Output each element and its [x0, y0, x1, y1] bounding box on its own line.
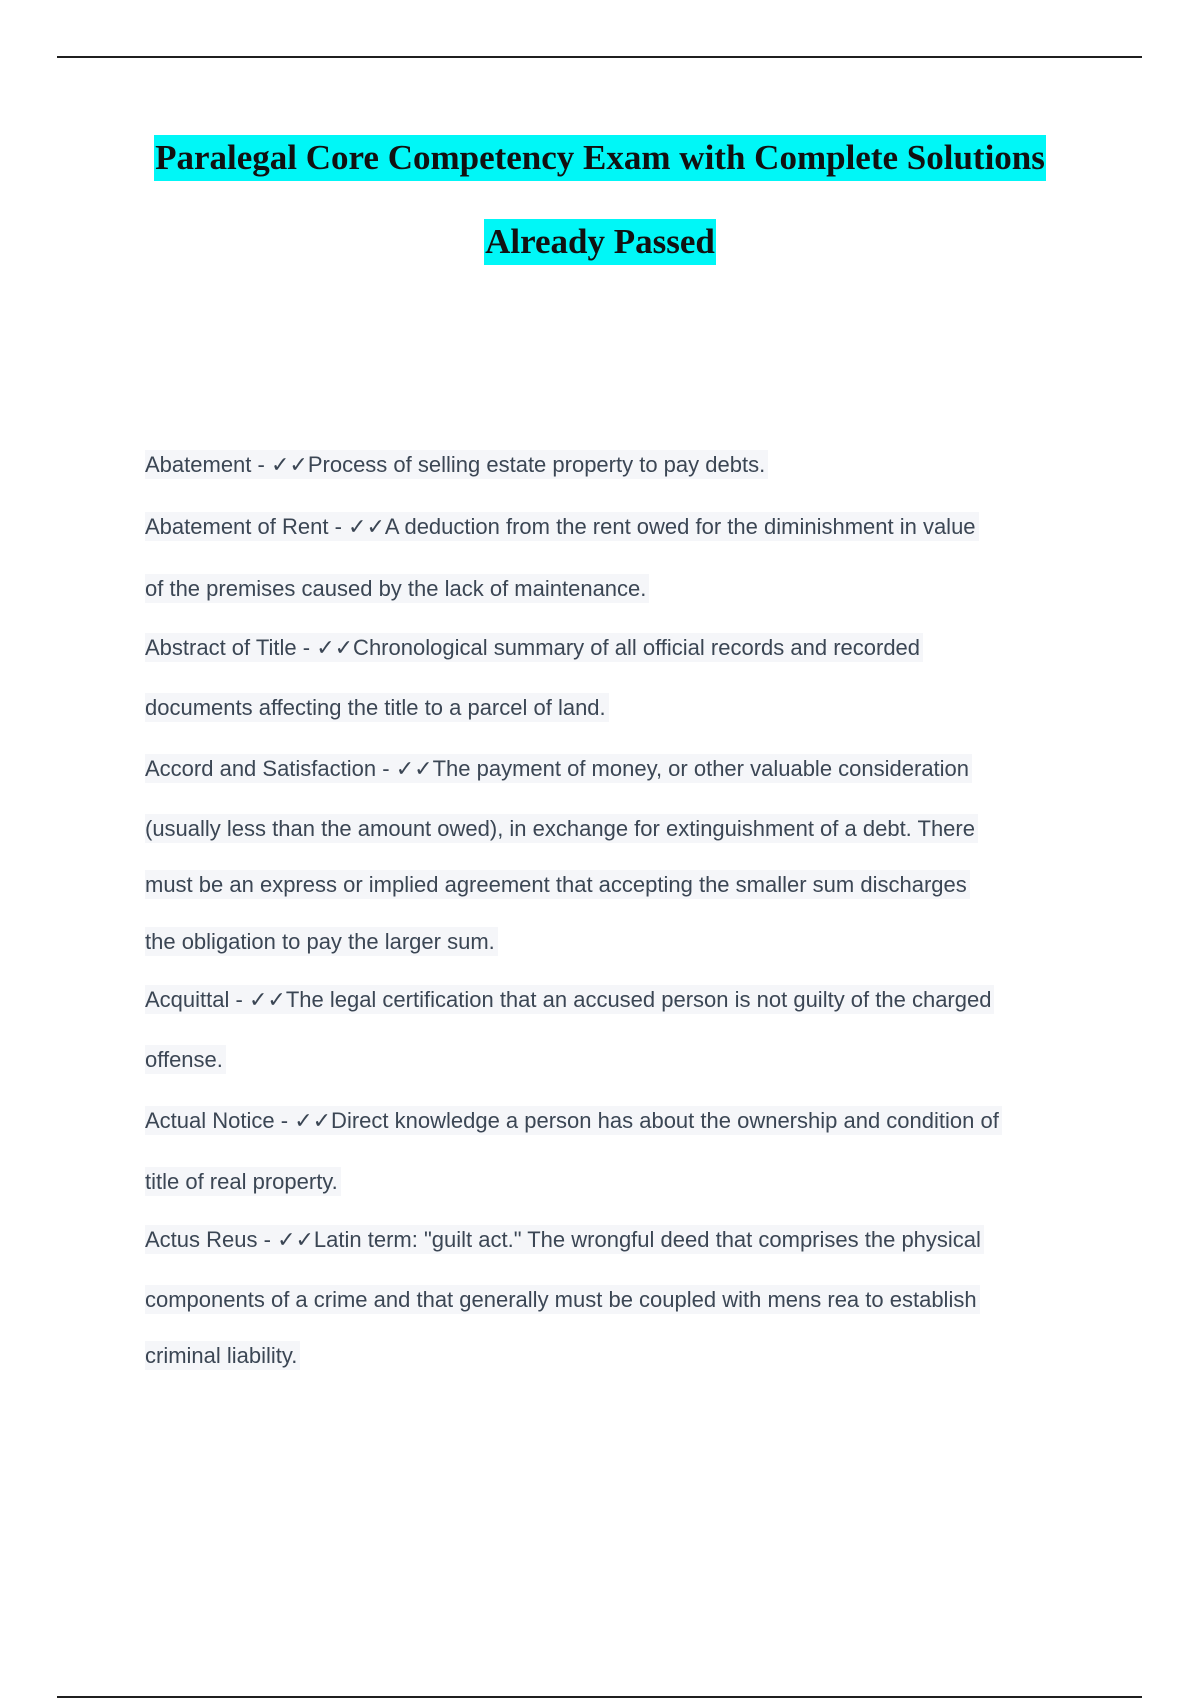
entry-term: Abstract of Title - — [145, 635, 316, 660]
entry-definition-line: offense. — [145, 1045, 226, 1074]
entry-definition-line: ✓✓The legal certification that an accused person is not guilty of the charged — [248, 987, 992, 1012]
glossary-entry — [145, 450, 1095, 480]
title-line-1: Paralegal Core Competency Exam with Complete Solutions — [154, 135, 1046, 181]
entry-definition-line: components of a crime and that generally must be coupled with mens rea to establish — [145, 1285, 980, 1314]
entry-definition-line: ✓✓Process of selling estate property to pay debts. — [270, 452, 766, 477]
glossary-entry — [145, 633, 1095, 723]
bottom-rule — [57, 1696, 1142, 1698]
entry-definition-line: criminal liability. — [145, 1341, 300, 1370]
document-title — [0, 135, 1200, 265]
glossary-entries — [145, 450, 1095, 1371]
glossary-entry — [145, 1225, 1095, 1371]
entry-definition-line: ✓✓Latin term: "guilt act." The wrongful deed that comprises the physical — [277, 1227, 981, 1252]
entry-term: Actus Reus - — [145, 1227, 277, 1252]
entry-definition-line: the obligation to pay the larger sum. — [145, 927, 498, 956]
glossary-entry — [145, 1106, 1095, 1197]
entry-definition-line: documents affecting the title to a parcel of land. — [145, 693, 609, 722]
entry-definition-line: ✓✓The payment of money, or other valuable consideration — [395, 756, 970, 781]
entry-definition-line: of the premises caused by the lack of maintenance. — [145, 574, 649, 603]
entry-term: Accord and Satisfaction - — [145, 756, 396, 781]
entry-definition-line: ✓✓Chronological summary of all official records and recorded — [316, 635, 921, 660]
glossary-entry — [145, 985, 1095, 1075]
entry-definition-line: ✓✓A deduction from the rent owed for the diminishment in value — [348, 514, 976, 539]
glossary-entry — [145, 512, 1095, 604]
entry-term: Actual Notice - — [145, 1108, 294, 1133]
entry-definition-line: ✓✓Direct knowledge a person has about the ownership and condition of — [294, 1108, 999, 1133]
top-rule — [57, 56, 1142, 58]
entry-definition-line: title of real property. — [145, 1167, 341, 1196]
title-line-2: Already Passed — [484, 219, 716, 265]
glossary-entry — [145, 754, 1095, 957]
entry-term: Acquittal - — [145, 987, 249, 1012]
entry-definition-line: (usually less than the amount owed), in exchange for extinguishment of a debt. There — [145, 814, 978, 843]
entry-term: Abatement of Rent - — [145, 514, 348, 539]
entry-definition-line: must be an express or implied agreement that accepting the smaller sum discharges — [145, 870, 970, 899]
entry-term: Abatement - — [145, 452, 271, 477]
